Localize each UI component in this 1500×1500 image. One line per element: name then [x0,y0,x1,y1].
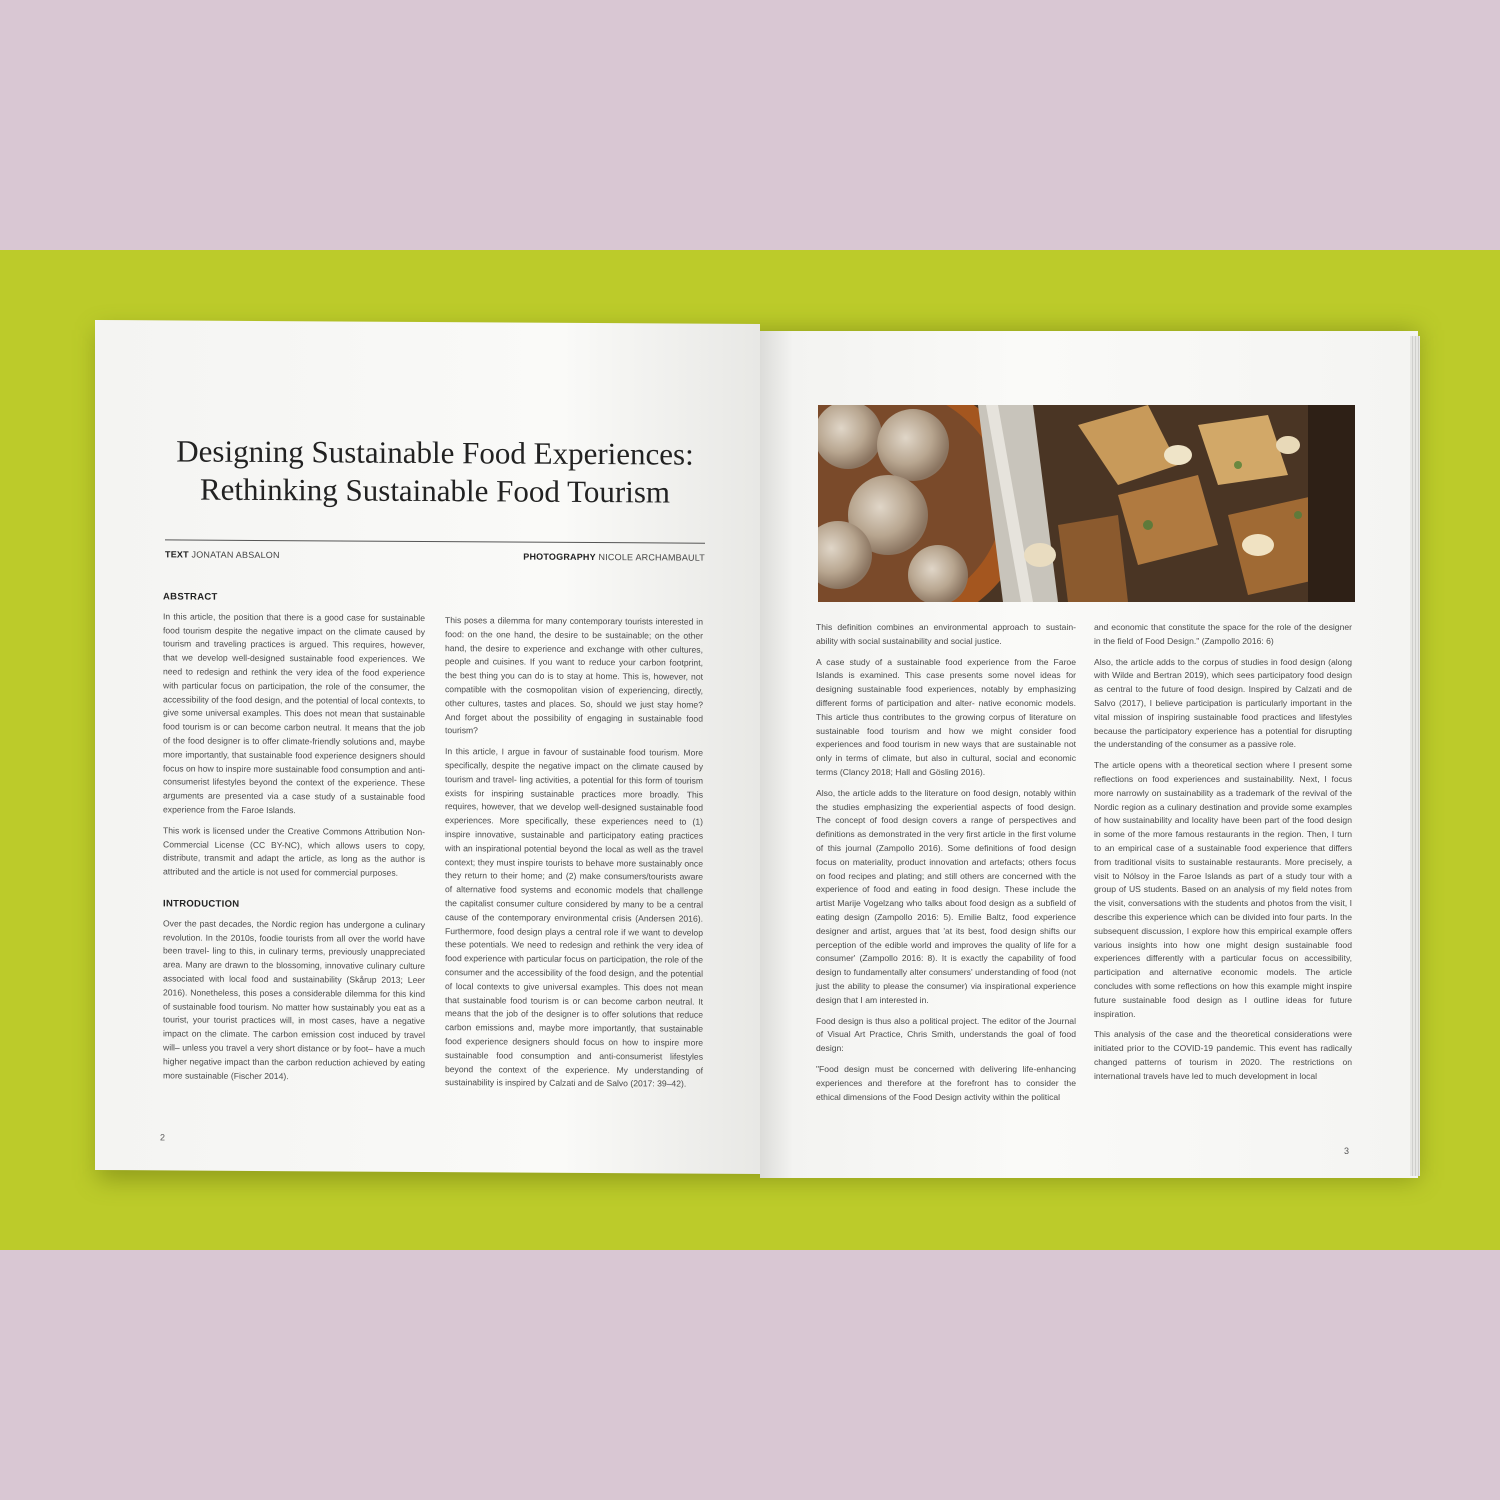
body-paragraph: Also, the article adds to the corpus of studies in food design (along with Wilde and Bertran 2019), which sees participatory food design as central to the future of food design. Inspired by Calzati and de Salvo (2017), I believe participation is particularly important in the vital mission of inspiring sustainable food practices and lifestyles because the participatory experience has a potential for disrupting the understanding of the consumer as a passive role. [1094,656,1352,750]
license-paragraph: This work is licensed under the Creative Commons Attribution Non-Commercial License (CC BY-NC), which allows users to copy, distribute, transmit and adapt the article, as long as the author is attributed and the article is not used for commercial purposes. [163,825,425,878]
body-paragraph: Also, the article adds to the literature on food design, notably within the studies emphasizing the experiential aspects of food design. The concept of food design covers a range of perspectives and definitions as demonstrated in the very first article in the first volume of this journal (Zampollo 2016). Some definitions of food design focus on materiality, product innovation and artefacts; others focus on food recipes and plating; and still others are concerned with the experience of food and eating in food design. These include the artist Marije Vogelzang who talks about food design as a subfield of eating design (Zampollo 2016: 5). Emilie Baltz, food experience designer and artist, argues that 'at its best, food design shifts our perception of the edible world and improves the quality of life for a consumer' (Zampollo 2016: 8). It is exactly the capability of food design to fundamentally alter consumers' understanding of food (not just the ability to please the consumer) via inspirational experience design that I am interested in. [816,787,1076,1005]
body-paragraph: and economic that constitute the space for the role of the designer in the field of Food Design." (Zampollo 2016: 6) [1094,622,1352,646]
left-column-1 [163,590,425,1091]
body-paragraph: In this article, I argue in favour of sustainable food tourism. More specifically, despite the negative impact on the climate caused by tourism and travel- ling activities, a potential for this form of tourism exists for inspiring sustainable practices more broadly. This requires, however, that we develop well-designed sustainable food experiences. More specifically, these experiences need to (1) inspire innovative, sustainable and participatory eating practices with an inspirational potential beyond the local as well as the travel context; they must inspire tourists to behave more sustainably once they return to their home; and (2) make consumers/tourists aware of alternative food systems and economic models that challenge the capitalist consumer culture considered by many to be a central cause of the contemporary environmental crisis (Andersen 2016). Furthermore, food design plays a central role if we want to develop these potentials. We need to redesign and rethink the very idea of food experience with particular focus on participation, the role of the consumer and the accessibility of the food design, and the potential of local contexts to give universal examples. This does not mean that sustainable food tourism is or can become carbon neutral. It means that the job of the designer is to offer solutions that reduce carbon emissions and, maybe more importantly, that sustainable food experience designers should focus on how to inspire more sustainable food consumption and anti-consumerist lifestyles beyond the context of the experience. My understanding of sustainability is inspired by Calzati and de Salvo (2017: 39–42). [445,746,703,1089]
author-credit [165,549,280,560]
photo-credit-label: PHOTOGRAPHY [523,551,596,563]
body-paragraph: Food design is thus also a political project. The editor of the Journal of Visual Art Practice, Chris Smith, understands the goal of food design: [816,1015,1076,1054]
author-name: JONATAN ABSALON [191,549,280,561]
page-number: 2 [160,1132,166,1143]
background-bottom-band [0,1250,1500,1500]
quote-paragraph: "Food design must be concerned with delivering life-enhancing experiences and therefore at the forefront has to consider the ethical dimensions of the Food Design activity within the political [816,1063,1076,1102]
introduction-heading: INTRODUCTION [163,898,240,910]
food-photo [818,405,1355,602]
photographer-name: NICOLE ARCHAMBAULT [598,552,705,563]
photo-credit [523,552,705,563]
title-line-1: Designing Sustainable Food Experiences: [176,433,694,472]
right-column-1 [816,621,1076,1111]
introduction-paragraph: Over the past decades, the Nordic region has undergone a culinary revolution. In the 2010s, foodie tourists from all over the world have been travel- ling to this, in culinary terms, previously unappreciated area. Many are drawn to the blossoming, innovative culinary culture associated with local food and sustainability (Skårup 2013; Leer 2016). Nonetheless, this poses a considerable dilemma for this kind of sustainable food tourism. No matter how sustainably you eat as a tourist, your tourist practices will, in most cases, have a negative impact on the climate. The carbon emission cost induced by travel will– unless you travel a very short distance or by foot– have a much higher negative impact than the carbon reduction achieved by eating more sustainable (Fischer 2014). [163,918,425,1081]
abstract-heading: ABSTRACT [163,591,218,603]
body-paragraph: This definition combines an environmental approach to sustain- ability with social sustainability and social justice. [816,622,1076,646]
body-paragraph: This analysis of the case and the theoretical considerations were initiated prior to the COVID-19 pandemic. This event has radically changed patterns of tourism in 2020. The restrictions on international travels have led to much development in local [1094,1029,1352,1081]
article-title [165,432,705,511]
body-paragraph: This poses a dilemma for many contemporary tourists interested in food: on the one hand, the desire to be sustainable; on the other hand, the desire to experience and exchange with other cultures, people and cuisines. If you want to reduce your carbon footprint, the best thing you can do is to stay at home. This is, however, not compatible with the cosmopolitan vision of experiencing, directly, other cultures, tastes and places. So, should we just stay home? And forget about the possibility of engaging in sustainable food tourism? [445,615,703,736]
food-photo-illustration [818,405,1355,602]
right-page [760,331,1418,1178]
abstract-paragraph: In this article, the position that there is a good case for sustainable food tourism despite the negative impact on the climate caused by tourism and traveling practices is argued. This requires, however, that we develop well-designed sustainable food experiences. We need to redesign and rethink the very idea of the food experience with particular focus on participation, the role of the consumer, the accessibility of the food design, and the potential of local contexts, to give some universal examples. This does not mean that sustainable food tourism is or can become carbon neutral. It means that the job of the food designer is to offer climate-friendly solutions and, maybe more importantly, that sustainable food experience designers should focus on how to inspire more sustainable food consumption and anti- consumerist lifestyles beyond the context of the experience. These arguments are presented via a case study of a sustainable food experience from the Faroe Islands. [163,611,425,816]
left-column-2 [445,614,703,1099]
body-paragraph: A case study of a sustainable food experience from the Faroe Islands is examined. This case presents some novel ideas for designing sustainable food experiences, notably by emphasizing different forms of participation and alter- native economic models. This article thus contributes to the growing corpus of literature on sustainable food tourism and how we might consider food experiences and food tourism in new ways that are sustainable not only in terms of climate, but also in cultural, social and economic terms (Clancy 2018; Hall and Gösling 2016). [816,656,1076,777]
author-credit-label: TEXT [165,549,189,560]
page-number: 3 [1344,1146,1350,1156]
body-paragraph: The article opens with a theoretical section where I present some reflections on food experiences and sustainability. Next, I focus more narrowly on sustainability as a trademark of the revival of the Nordic region as a culinary destination and provide some examples of how sustainability and locality have been part of the food design in some of the more famous restaurants in the region. Then, I turn to an empirical case of a sustainable food experience that differs from traditional visits to sustainable restaurants. More precisely, a visit to Nólsoy in the Faroe Islands as part of a study tour with a group of US students. Based on an analysis of my field notes from the visit, conversations with the students and photos from the visit, I describe this experience which can be divided into four parts. In the subsequent discussion, I explore how this empirical example offers various insights into how one might design sustainable food experiences differently with a particular focus on accessibility, participation and alternative economic models. The article concludes with some reflections on how this example might inspire future sustainable food design as I outline ideas for future inspiration. [1094,760,1352,1019]
title-line-2: Rethinking Sustainable Food Tourism [199,471,670,510]
page-edge [1410,336,1420,1176]
right-column-2 [1094,621,1352,1091]
title-rule [165,539,705,543]
left-page [95,320,760,1174]
background-top-band [0,0,1500,250]
